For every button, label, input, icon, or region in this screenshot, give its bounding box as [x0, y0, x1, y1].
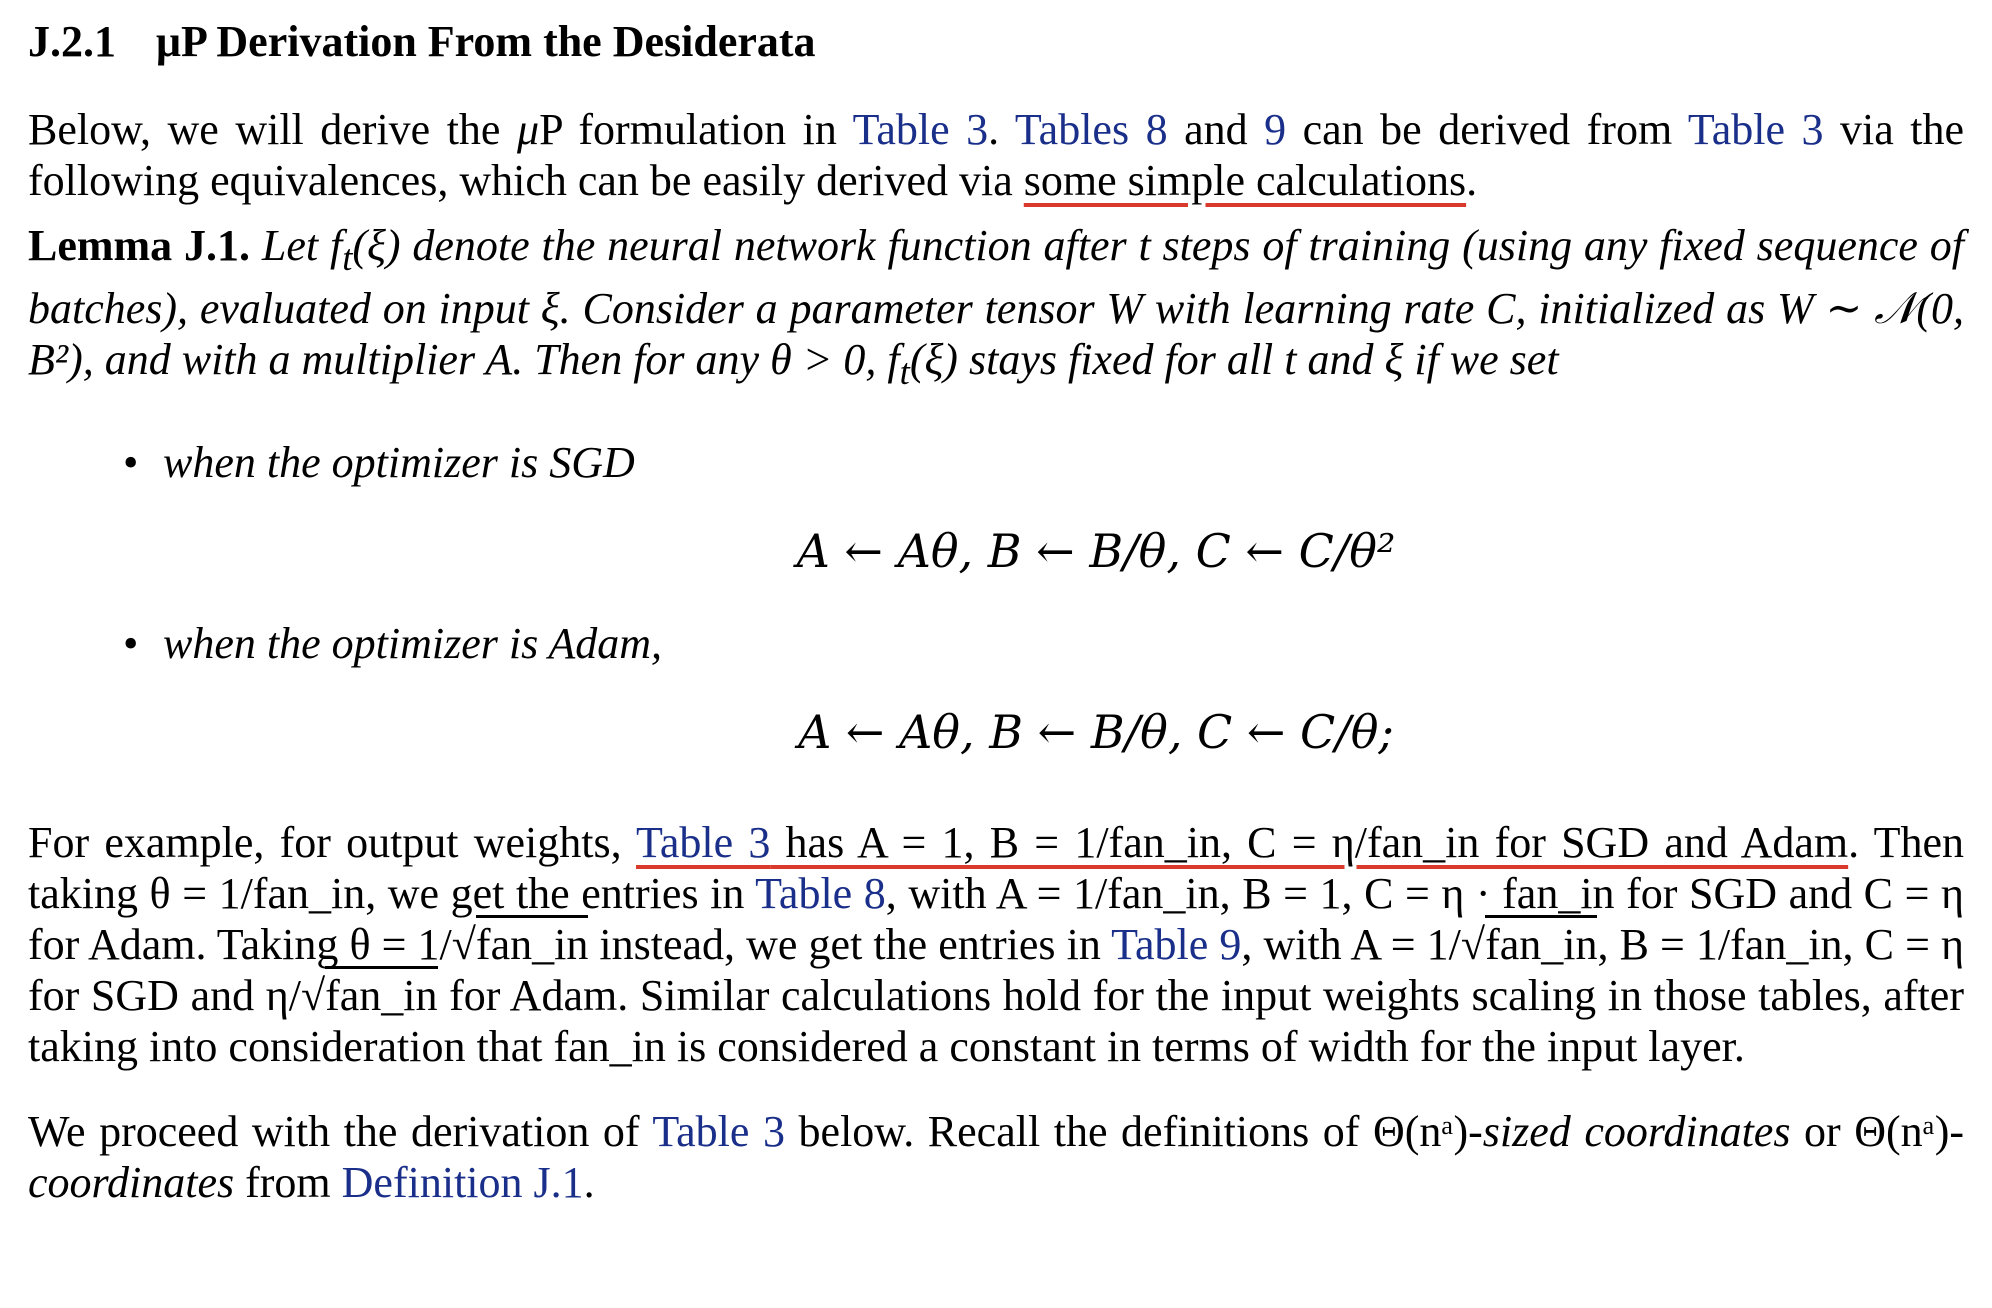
table3-link[interactable]: Table 3 [1687, 105, 1824, 155]
proceed-text: from [234, 1157, 342, 1207]
intro-text: via the following equivalences, which can be easily derived via [28, 105, 1964, 206]
table9-link[interactable]: 9 [1264, 105, 1287, 155]
optimizer-case-list [28, 618, 1964, 669]
optimizer-case-list [28, 437, 1964, 488]
lemma-text: Let [250, 221, 330, 271]
math-sub-t: t [342, 237, 353, 279]
case-label: when the optimizer is Adam, [163, 618, 663, 668]
bullet-icon: • [123, 618, 139, 668]
proceed-paragraph [28, 1106, 1964, 1208]
math-init: W ∼ 𝒩(0, B²) [28, 284, 1964, 385]
intro-text: and [1167, 105, 1265, 155]
lemma-paragraph [28, 220, 1964, 397]
equation-adam: A ← Aθ, B ← B/θ, C ← C/θ; [798, 704, 1394, 759]
math-W: W [1106, 284, 1144, 334]
lemma-heading: Lemma J.1. [28, 221, 251, 271]
math-C: C [1486, 284, 1516, 334]
intro-text: . [988, 105, 1015, 155]
intro-text: . [1466, 156, 1478, 206]
definition-j1-link[interactable]: Definition J.1 [341, 1157, 584, 1207]
sqrt-radicand: fan_in [1485, 915, 1597, 969]
intro-text: can be derived from [1286, 105, 1688, 155]
table9-link[interactable]: Table 9 [1111, 919, 1242, 969]
case-label: when the optimizer is SGD [163, 437, 635, 487]
bullet-icon: • [123, 437, 139, 487]
proceed-text: We proceed with the derivation of [28, 1106, 653, 1156]
underlined-annotation: some simple calculations [1023, 156, 1467, 206]
sqrt-radicand: fan_in [325, 966, 437, 1020]
underlined-annotation: has A = 1, B = 1/fan_in, C = η/fan_in for SGD and Adam [770, 817, 1849, 867]
example-text: , with A = 1/√ [1241, 919, 1486, 969]
math-theta-n-a: Θ(nᵃ) [1373, 1106, 1469, 1156]
math-f: f [329, 221, 343, 271]
math-xi: (ξ) [352, 221, 401, 271]
table8-link[interactable]: Table 8 [755, 868, 886, 918]
example-text: For example, for output weights, [28, 817, 637, 867]
example-paragraph [28, 817, 1964, 1072]
lemma-text: , [865, 335, 888, 385]
mu-symbol: μ [516, 105, 540, 155]
math-A: A [485, 335, 513, 385]
equation-sgd: A ← Aθ, B ← B/θ, C ← C/θ² [796, 523, 1396, 578]
proceed-text: below. Recall the definitions of [785, 1106, 1373, 1156]
tables8-link[interactable]: Tables 8 [1014, 105, 1168, 155]
math-sub-t: t [899, 350, 910, 392]
example-text: for Adam. Similar calculations hold for the input weights scaling in those tables, after taking into consideration that fan_in is considered a constant in terms of width for the input layer. [28, 970, 1964, 1071]
lemma-text: . Then for any [512, 335, 771, 385]
proceed-italic: -coordinates [28, 1106, 1965, 1207]
example-text: , with A = 1/fan_in, B = 1, C = η · fan_in for SGD and C = η for Adam. Taking θ = 1/√ [28, 868, 1964, 969]
table3-link[interactable]: Table 3 [652, 1106, 785, 1156]
intro-text: P formulation in [539, 105, 853, 155]
proceed-text: or [1790, 1106, 1855, 1156]
lemma-text: stays fixed for all t and ξ if we set [957, 335, 1559, 385]
sqrt-radicand: fan_in [476, 915, 588, 969]
section-number: J.2.1 [28, 17, 116, 66]
lemma-text: , and with a multiplier [82, 335, 486, 385]
table3-link[interactable]: Table 3 [636, 817, 771, 867]
case-item-adam [123, 618, 1964, 669]
table3-link[interactable]: Table 3 [852, 105, 989, 155]
lemma-text: denote the neural network function after t steps of training (using any fixed sequence of batches), evaluated on input ξ. Consider a parameter tensor [28, 221, 1964, 334]
math-theta-n-a: Θ(nᵃ) [1854, 1106, 1950, 1156]
example-text: instead, we get the entries in [588, 919, 1112, 969]
math-theta-cond: θ > 0 [770, 335, 866, 385]
lemma-body [28, 221, 1964, 392]
proceed-italic: -sized coordinates [1468, 1106, 1791, 1156]
intro-paragraph [28, 104, 1964, 206]
proceed-text: . [583, 1157, 595, 1207]
lemma-text: , initialized as [1515, 284, 1778, 334]
section-title: μP Derivation From the Desiderata [156, 17, 816, 66]
math-f: f [887, 335, 900, 385]
intro-text: Below, we will derive the [28, 105, 517, 155]
section-heading [28, 18, 1964, 66]
example-text: , B = 1/fan_in, C = η for SGD and η/√ [28, 919, 1965, 1020]
math-xi: (ξ) [909, 335, 958, 385]
example-text: . Then taking θ = 1/fan_in, we get the entries in [28, 817, 1964, 918]
case-item-sgd [123, 437, 1964, 488]
lemma-text: with learning rate [1143, 284, 1487, 334]
